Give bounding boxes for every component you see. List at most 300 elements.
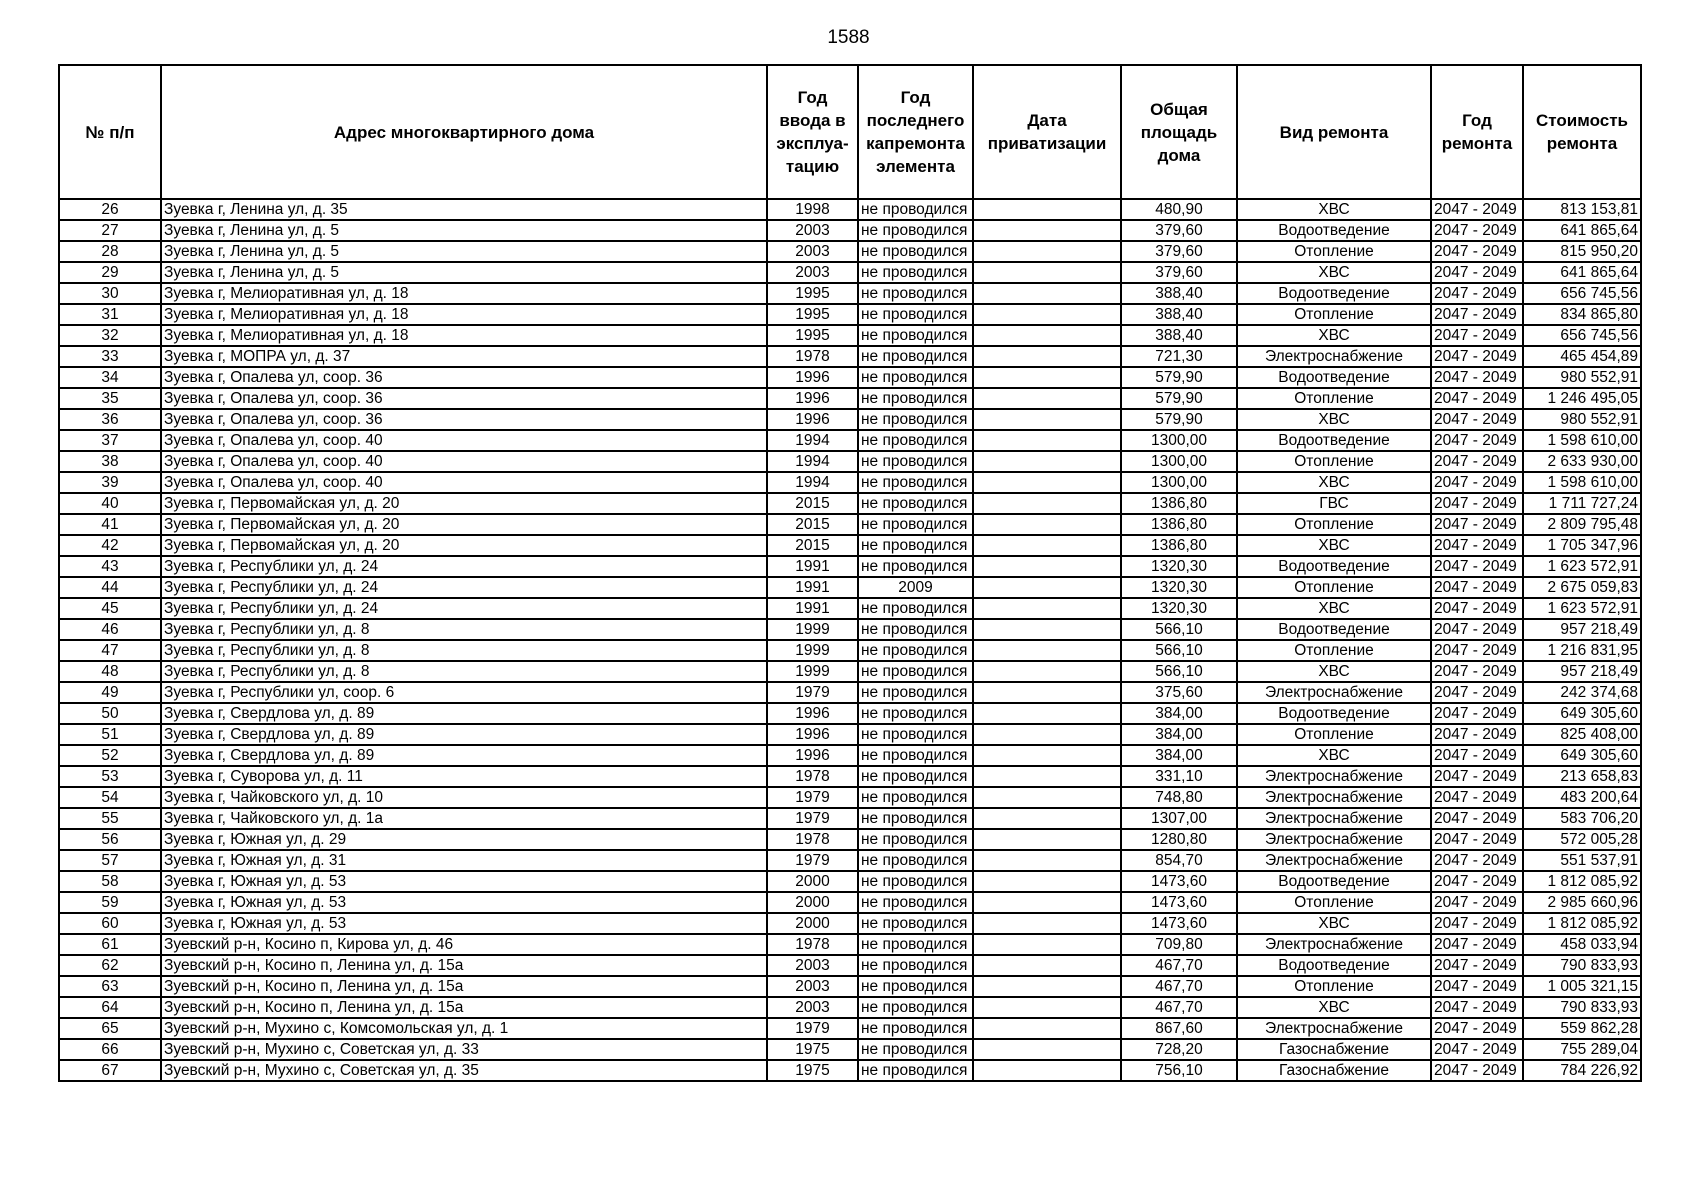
cell-repair-cost: 483 200,64 [1523,787,1641,808]
cell-repair-year: 2047 - 2049 [1431,535,1523,556]
table-row [59,472,1641,493]
cell-repair-type: Электроснабжение [1237,1018,1431,1039]
cell-last-repair-year: не проводился [858,934,973,955]
cell-total-area: 1386,80 [1121,493,1237,514]
cell-repair-cost: 834 865,80 [1523,304,1641,325]
cell-repair-year: 2047 - 2049 [1431,556,1523,577]
cell-last-repair-year: не проводился [858,1039,973,1060]
cell-repair-cost: 784 226,92 [1523,1060,1641,1081]
cell-address: Зуевка г, Первомайская ул, д. 20 [161,514,767,535]
cell-number: 26 [59,199,161,220]
cell-privatization-date [973,472,1121,493]
cell-repair-type: Отопление [1237,640,1431,661]
cell-total-area: 384,00 [1121,724,1237,745]
cell-number: 66 [59,1039,161,1060]
cell-commission-year: 2003 [767,220,858,241]
cell-privatization-date [973,346,1121,367]
cell-commission-year: 1996 [767,745,858,766]
cell-repair-cost: 815 950,20 [1523,241,1641,262]
cell-last-repair-year: не проводился [858,787,973,808]
cell-address: Зуевка г, Опалева ул, соор. 36 [161,367,767,388]
cell-total-area: 579,90 [1121,367,1237,388]
cell-repair-cost: 1 598 610,00 [1523,472,1641,493]
cell-privatization-date [973,850,1121,871]
col-header-privatization-date: Дата приватизации [973,65,1121,199]
cell-repair-type: ХВС [1237,472,1431,493]
cell-number: 67 [59,1060,161,1081]
table-row [59,199,1641,220]
table-row [59,409,1641,430]
table-row [59,640,1641,661]
col-header-repair-type: Вид ремонта [1237,65,1431,199]
cell-address: Зуевка г, Республики ул, д. 24 [161,577,767,598]
cell-repair-year: 2047 - 2049 [1431,598,1523,619]
cell-repair-cost: 641 865,64 [1523,220,1641,241]
cell-total-area: 1320,30 [1121,598,1237,619]
cell-total-area: 1473,60 [1121,871,1237,892]
cell-total-area: 1280,80 [1121,829,1237,850]
cell-address: Зуевка г, Опалева ул, соор. 40 [161,451,767,472]
cell-total-area: 566,10 [1121,619,1237,640]
cell-address: Зуевка г, Южная ул, д. 53 [161,892,767,913]
cell-repair-year: 2047 - 2049 [1431,220,1523,241]
cell-privatization-date [973,766,1121,787]
cell-address: Зуевка г, Южная ул, д. 53 [161,913,767,934]
cell-repair-year: 2047 - 2049 [1431,808,1523,829]
cell-repair-cost: 551 537,91 [1523,850,1641,871]
table-row [59,1039,1641,1060]
table-row [59,514,1641,535]
cell-total-area: 1320,30 [1121,556,1237,577]
cell-repair-type: Водоотведение [1237,367,1431,388]
table-row [59,766,1641,787]
cell-last-repair-year: не проводился [858,682,973,703]
cell-last-repair-year: не проводился [858,556,973,577]
col-header-repair-cost: Стоимость ремонта [1523,65,1641,199]
cell-commission-year: 1999 [767,640,858,661]
cell-last-repair-year: 2009 [858,577,973,598]
cell-total-area: 467,70 [1121,976,1237,997]
cell-repair-year: 2047 - 2049 [1431,619,1523,640]
cell-repair-type: Водоотведение [1237,955,1431,976]
table-row [59,619,1641,640]
cell-address: Зуевский р-н, Мухино с, Советская ул, д. 35 [161,1060,767,1081]
cell-repair-type: Электроснабжение [1237,850,1431,871]
cell-total-area: 384,00 [1121,703,1237,724]
cell-last-repair-year: не проводился [858,829,973,850]
table-row [59,808,1641,829]
cell-repair-cost: 755 289,04 [1523,1039,1641,1060]
cell-address: Зуевка г, Республики ул, д. 24 [161,556,767,577]
cell-last-repair-year: не проводился [858,850,973,871]
cell-repair-year: 2047 - 2049 [1431,577,1523,598]
cell-last-repair-year: не проводился [858,283,973,304]
cell-repair-cost: 1 705 347,96 [1523,535,1641,556]
cell-privatization-date [973,640,1121,661]
cell-privatization-date [973,451,1121,472]
cell-number: 50 [59,703,161,724]
cell-privatization-date [973,304,1121,325]
cell-repair-year: 2047 - 2049 [1431,514,1523,535]
cell-privatization-date [973,325,1121,346]
cell-total-area: 379,60 [1121,241,1237,262]
cell-repair-year: 2047 - 2049 [1431,724,1523,745]
cell-privatization-date [973,430,1121,451]
cell-repair-type: Водоотведение [1237,220,1431,241]
table-row [59,598,1641,619]
cell-repair-cost: 790 833,93 [1523,955,1641,976]
cell-privatization-date [973,388,1121,409]
cell-last-repair-year: не проводился [858,367,973,388]
cell-repair-cost: 572 005,28 [1523,829,1641,850]
cell-total-area: 388,40 [1121,304,1237,325]
cell-total-area: 709,80 [1121,934,1237,955]
cell-repair-cost: 1 623 572,91 [1523,556,1641,577]
table-row [59,829,1641,850]
cell-repair-year: 2047 - 2049 [1431,388,1523,409]
cell-repair-year: 2047 - 2049 [1431,241,1523,262]
cell-number: 58 [59,871,161,892]
cell-address: Зуевка г, Мелиоративная ул, д. 18 [161,304,767,325]
cell-total-area: 379,60 [1121,220,1237,241]
cell-number: 65 [59,1018,161,1039]
table-row [59,451,1641,472]
cell-total-area: 388,40 [1121,325,1237,346]
cell-repair-year: 2047 - 2049 [1431,451,1523,472]
cell-total-area: 379,60 [1121,262,1237,283]
cell-commission-year: 2003 [767,976,858,997]
cell-number: 44 [59,577,161,598]
cell-privatization-date [973,598,1121,619]
col-header-last-repair-year: Год последнего капремонта элемента [858,65,973,199]
cell-repair-type: Водоотведение [1237,556,1431,577]
table-row [59,283,1641,304]
cell-repair-year: 2047 - 2049 [1431,409,1523,430]
table-row [59,220,1641,241]
cell-repair-year: 2047 - 2049 [1431,976,1523,997]
cell-repair-cost: 980 552,91 [1523,367,1641,388]
cell-commission-year: 1979 [767,808,858,829]
cell-total-area: 1386,80 [1121,535,1237,556]
cell-commission-year: 1979 [767,682,858,703]
cell-number: 40 [59,493,161,514]
table-body [59,199,1641,1081]
cell-repair-cost: 1 005 321,15 [1523,976,1641,997]
cell-repair-cost: 957 218,49 [1523,661,1641,682]
cell-repair-year: 2047 - 2049 [1431,367,1523,388]
cell-repair-year: 2047 - 2049 [1431,1060,1523,1081]
cell-repair-type: ХВС [1237,997,1431,1018]
cell-commission-year: 1999 [767,619,858,640]
cell-commission-year: 1979 [767,787,858,808]
page-number: 1588 [827,27,870,48]
cell-number: 31 [59,304,161,325]
cell-address: Зуевка г, Свердлова ул, д. 89 [161,724,767,745]
cell-total-area: 388,40 [1121,283,1237,304]
table-row [59,703,1641,724]
cell-repair-type: Отопление [1237,577,1431,598]
cell-privatization-date [973,283,1121,304]
cell-repair-type: Отопление [1237,451,1431,472]
cell-number: 27 [59,220,161,241]
cell-repair-cost: 825 408,00 [1523,724,1641,745]
cell-privatization-date [973,409,1121,430]
cell-number: 62 [59,955,161,976]
cell-total-area: 756,10 [1121,1060,1237,1081]
cell-repair-type: ГВС [1237,493,1431,514]
cell-commission-year: 1995 [767,304,858,325]
cell-commission-year: 2003 [767,262,858,283]
cell-commission-year: 1991 [767,577,858,598]
cell-last-repair-year: не проводился [858,451,973,472]
cell-total-area: 579,90 [1121,388,1237,409]
cell-number: 36 [59,409,161,430]
cell-privatization-date [973,493,1121,514]
cell-last-repair-year: не проводился [858,892,973,913]
cell-privatization-date [973,1060,1121,1081]
cell-number: 34 [59,367,161,388]
cell-privatization-date [973,514,1121,535]
cell-total-area: 1300,00 [1121,430,1237,451]
cell-repair-type: Электроснабжение [1237,934,1431,955]
cell-last-repair-year: не проводился [858,493,973,514]
cell-repair-cost: 2 809 795,48 [1523,514,1641,535]
cell-number: 54 [59,787,161,808]
cell-last-repair-year: не проводился [858,514,973,535]
cell-total-area: 467,70 [1121,997,1237,1018]
cell-number: 59 [59,892,161,913]
cell-total-area: 331,10 [1121,766,1237,787]
cell-address: Зуевка г, Опалева ул, соор. 40 [161,472,767,493]
cell-repair-year: 2047 - 2049 [1431,787,1523,808]
table-row [59,262,1641,283]
cell-commission-year: 2015 [767,493,858,514]
table-row [59,997,1641,1018]
cell-total-area: 467,70 [1121,955,1237,976]
col-header-commission-year: Год ввода в эксплуа-тацию [767,65,858,199]
cell-address: Зуевский р-н, Косино п, Ленина ул, д. 15а [161,955,767,976]
table-row [59,367,1641,388]
cell-repair-year: 2047 - 2049 [1431,262,1523,283]
table-row [59,892,1641,913]
cell-repair-type: ХВС [1237,535,1431,556]
cell-last-repair-year: не проводился [858,808,973,829]
cell-commission-year: 1978 [767,346,858,367]
cell-repair-year: 2047 - 2049 [1431,871,1523,892]
cell-repair-year: 2047 - 2049 [1431,913,1523,934]
cell-number: 45 [59,598,161,619]
table-row [59,388,1641,409]
cell-last-repair-year: не проводился [858,199,973,220]
cell-repair-year: 2047 - 2049 [1431,199,1523,220]
cell-repair-type: Электроснабжение [1237,829,1431,850]
cell-repair-cost: 1 812 085,92 [1523,871,1641,892]
table-row [59,955,1641,976]
cell-number: 29 [59,262,161,283]
cell-privatization-date [973,682,1121,703]
table-row [59,913,1641,934]
cell-total-area: 579,90 [1121,409,1237,430]
cell-number: 42 [59,535,161,556]
cell-repair-year: 2047 - 2049 [1431,682,1523,703]
cell-last-repair-year: не проводился [858,535,973,556]
cell-privatization-date [973,1018,1121,1039]
cell-total-area: 1307,00 [1121,808,1237,829]
cell-repair-year: 2047 - 2049 [1431,745,1523,766]
cell-address: Зуевский р-н, Мухино с, Советская ул, д. 33 [161,1039,767,1060]
cell-repair-year: 2047 - 2049 [1431,493,1523,514]
cell-address: Зуевский р-н, Мухино с, Комсомольская ул, д. 1 [161,1018,767,1039]
cell-total-area: 721,30 [1121,346,1237,367]
cell-address: Зуевка г, Республики ул, д. 8 [161,661,767,682]
cell-last-repair-year: не проводился [858,325,973,346]
repair-registry-table [58,64,1642,1082]
cell-privatization-date [973,955,1121,976]
cell-number: 60 [59,913,161,934]
cell-commission-year: 1995 [767,325,858,346]
cell-commission-year: 1999 [767,661,858,682]
cell-commission-year: 1996 [767,367,858,388]
cell-repair-type: Электроснабжение [1237,808,1431,829]
cell-repair-cost: 242 374,68 [1523,682,1641,703]
table-row [59,493,1641,514]
cell-number: 30 [59,283,161,304]
col-header-repair-year: Год ремонта [1431,65,1523,199]
cell-commission-year: 1979 [767,1018,858,1039]
cell-commission-year: 2000 [767,892,858,913]
cell-number: 55 [59,808,161,829]
cell-number: 57 [59,850,161,871]
cell-privatization-date [973,745,1121,766]
cell-privatization-date [973,577,1121,598]
cell-address: Зуевка г, Опалева ул, соор. 36 [161,409,767,430]
cell-total-area: 1473,60 [1121,913,1237,934]
cell-last-repair-year: не проводился [858,766,973,787]
cell-commission-year: 1975 [767,1039,858,1060]
table-row [59,325,1641,346]
cell-privatization-date [973,997,1121,1018]
cell-address: Зуевка г, Опалева ул, соор. 36 [161,388,767,409]
cell-address: Зуевский р-н, Косино п, Кирова ул, д. 46 [161,934,767,955]
cell-last-repair-year: не проводился [858,388,973,409]
cell-address: Зуевка г, Ленина ул, д. 5 [161,241,767,262]
cell-last-repair-year: не проводился [858,703,973,724]
cell-number: 46 [59,619,161,640]
cell-commission-year: 1996 [767,388,858,409]
cell-privatization-date [973,934,1121,955]
cell-privatization-date [973,724,1121,745]
col-header-number: № п/п [59,65,161,199]
cell-total-area: 480,90 [1121,199,1237,220]
cell-repair-year: 2047 - 2049 [1431,934,1523,955]
cell-number: 56 [59,829,161,850]
cell-address: Зуевка г, Мелиоративная ул, д. 18 [161,283,767,304]
table-row [59,850,1641,871]
cell-address: Зуевка г, Чайковского ул, д. 10 [161,787,767,808]
cell-repair-type: ХВС [1237,598,1431,619]
cell-number: 63 [59,976,161,997]
cell-repair-type: Водоотведение [1237,430,1431,451]
cell-repair-cost: 649 305,60 [1523,745,1641,766]
table-row [59,430,1641,451]
cell-address: Зуевский р-н, Косино п, Ленина ул, д. 15а [161,997,767,1018]
cell-privatization-date [973,808,1121,829]
cell-commission-year: 2000 [767,871,858,892]
cell-privatization-date [973,703,1121,724]
cell-repair-cost: 583 706,20 [1523,808,1641,829]
cell-address: Зуевский р-н, Косино п, Ленина ул, д. 15а [161,976,767,997]
cell-address: Зуевка г, Первомайская ул, д. 20 [161,535,767,556]
cell-repair-year: 2047 - 2049 [1431,661,1523,682]
cell-address: Зуевка г, Южная ул, д. 29 [161,829,767,850]
cell-repair-cost: 559 862,28 [1523,1018,1641,1039]
cell-repair-type: Отопление [1237,241,1431,262]
cell-commission-year: 2015 [767,535,858,556]
cell-privatization-date [973,262,1121,283]
cell-repair-cost: 1 216 831,95 [1523,640,1641,661]
cell-address: Зуевка г, Опалева ул, соор. 40 [161,430,767,451]
table-row [59,1018,1641,1039]
cell-repair-type: Газоснабжение [1237,1060,1431,1081]
col-header-total-area: Общая площадь дома [1121,65,1237,199]
cell-last-repair-year: не проводился [858,955,973,976]
cell-total-area: 384,00 [1121,745,1237,766]
cell-last-repair-year: не проводился [858,640,973,661]
table-row [59,745,1641,766]
cell-privatization-date [973,871,1121,892]
cell-repair-cost: 1 812 085,92 [1523,913,1641,934]
cell-number: 41 [59,514,161,535]
cell-commission-year: 2000 [767,913,858,934]
header-row [59,65,1641,199]
cell-repair-cost: 641 865,64 [1523,262,1641,283]
cell-address: Зуевка г, Свердлова ул, д. 89 [161,745,767,766]
cell-commission-year: 2003 [767,997,858,1018]
table-row [59,871,1641,892]
cell-repair-type: Отопление [1237,892,1431,913]
cell-repair-type: ХВС [1237,661,1431,682]
cell-repair-year: 2047 - 2049 [1431,703,1523,724]
cell-repair-cost: 2 633 930,00 [1523,451,1641,472]
cell-last-repair-year: не проводился [858,220,973,241]
cell-last-repair-year: не проводился [858,997,973,1018]
table-row [59,346,1641,367]
cell-repair-year: 2047 - 2049 [1431,430,1523,451]
cell-repair-year: 2047 - 2049 [1431,1039,1523,1060]
cell-total-area: 566,10 [1121,640,1237,661]
cell-repair-cost: 1 623 572,91 [1523,598,1641,619]
cell-commission-year: 1994 [767,472,858,493]
cell-privatization-date [973,661,1121,682]
cell-address: Зуевка г, Чайковского ул, д. 1а [161,808,767,829]
cell-commission-year: 1994 [767,430,858,451]
cell-commission-year: 1998 [767,199,858,220]
cell-repair-type: Отопление [1237,388,1431,409]
cell-address: Зуевка г, Мелиоративная ул, д. 18 [161,325,767,346]
cell-repair-type: Отопление [1237,514,1431,535]
cell-commission-year: 1996 [767,703,858,724]
cell-address: Зуевка г, Южная ул, д. 31 [161,850,767,871]
cell-repair-year: 2047 - 2049 [1431,283,1523,304]
cell-address: Зуевка г, Первомайская ул, д. 20 [161,493,767,514]
cell-repair-type: ХВС [1237,325,1431,346]
cell-total-area: 566,10 [1121,661,1237,682]
table-row [59,787,1641,808]
cell-commission-year: 1991 [767,598,858,619]
cell-privatization-date [973,829,1121,850]
cell-number: 39 [59,472,161,493]
cell-commission-year: 1994 [767,451,858,472]
